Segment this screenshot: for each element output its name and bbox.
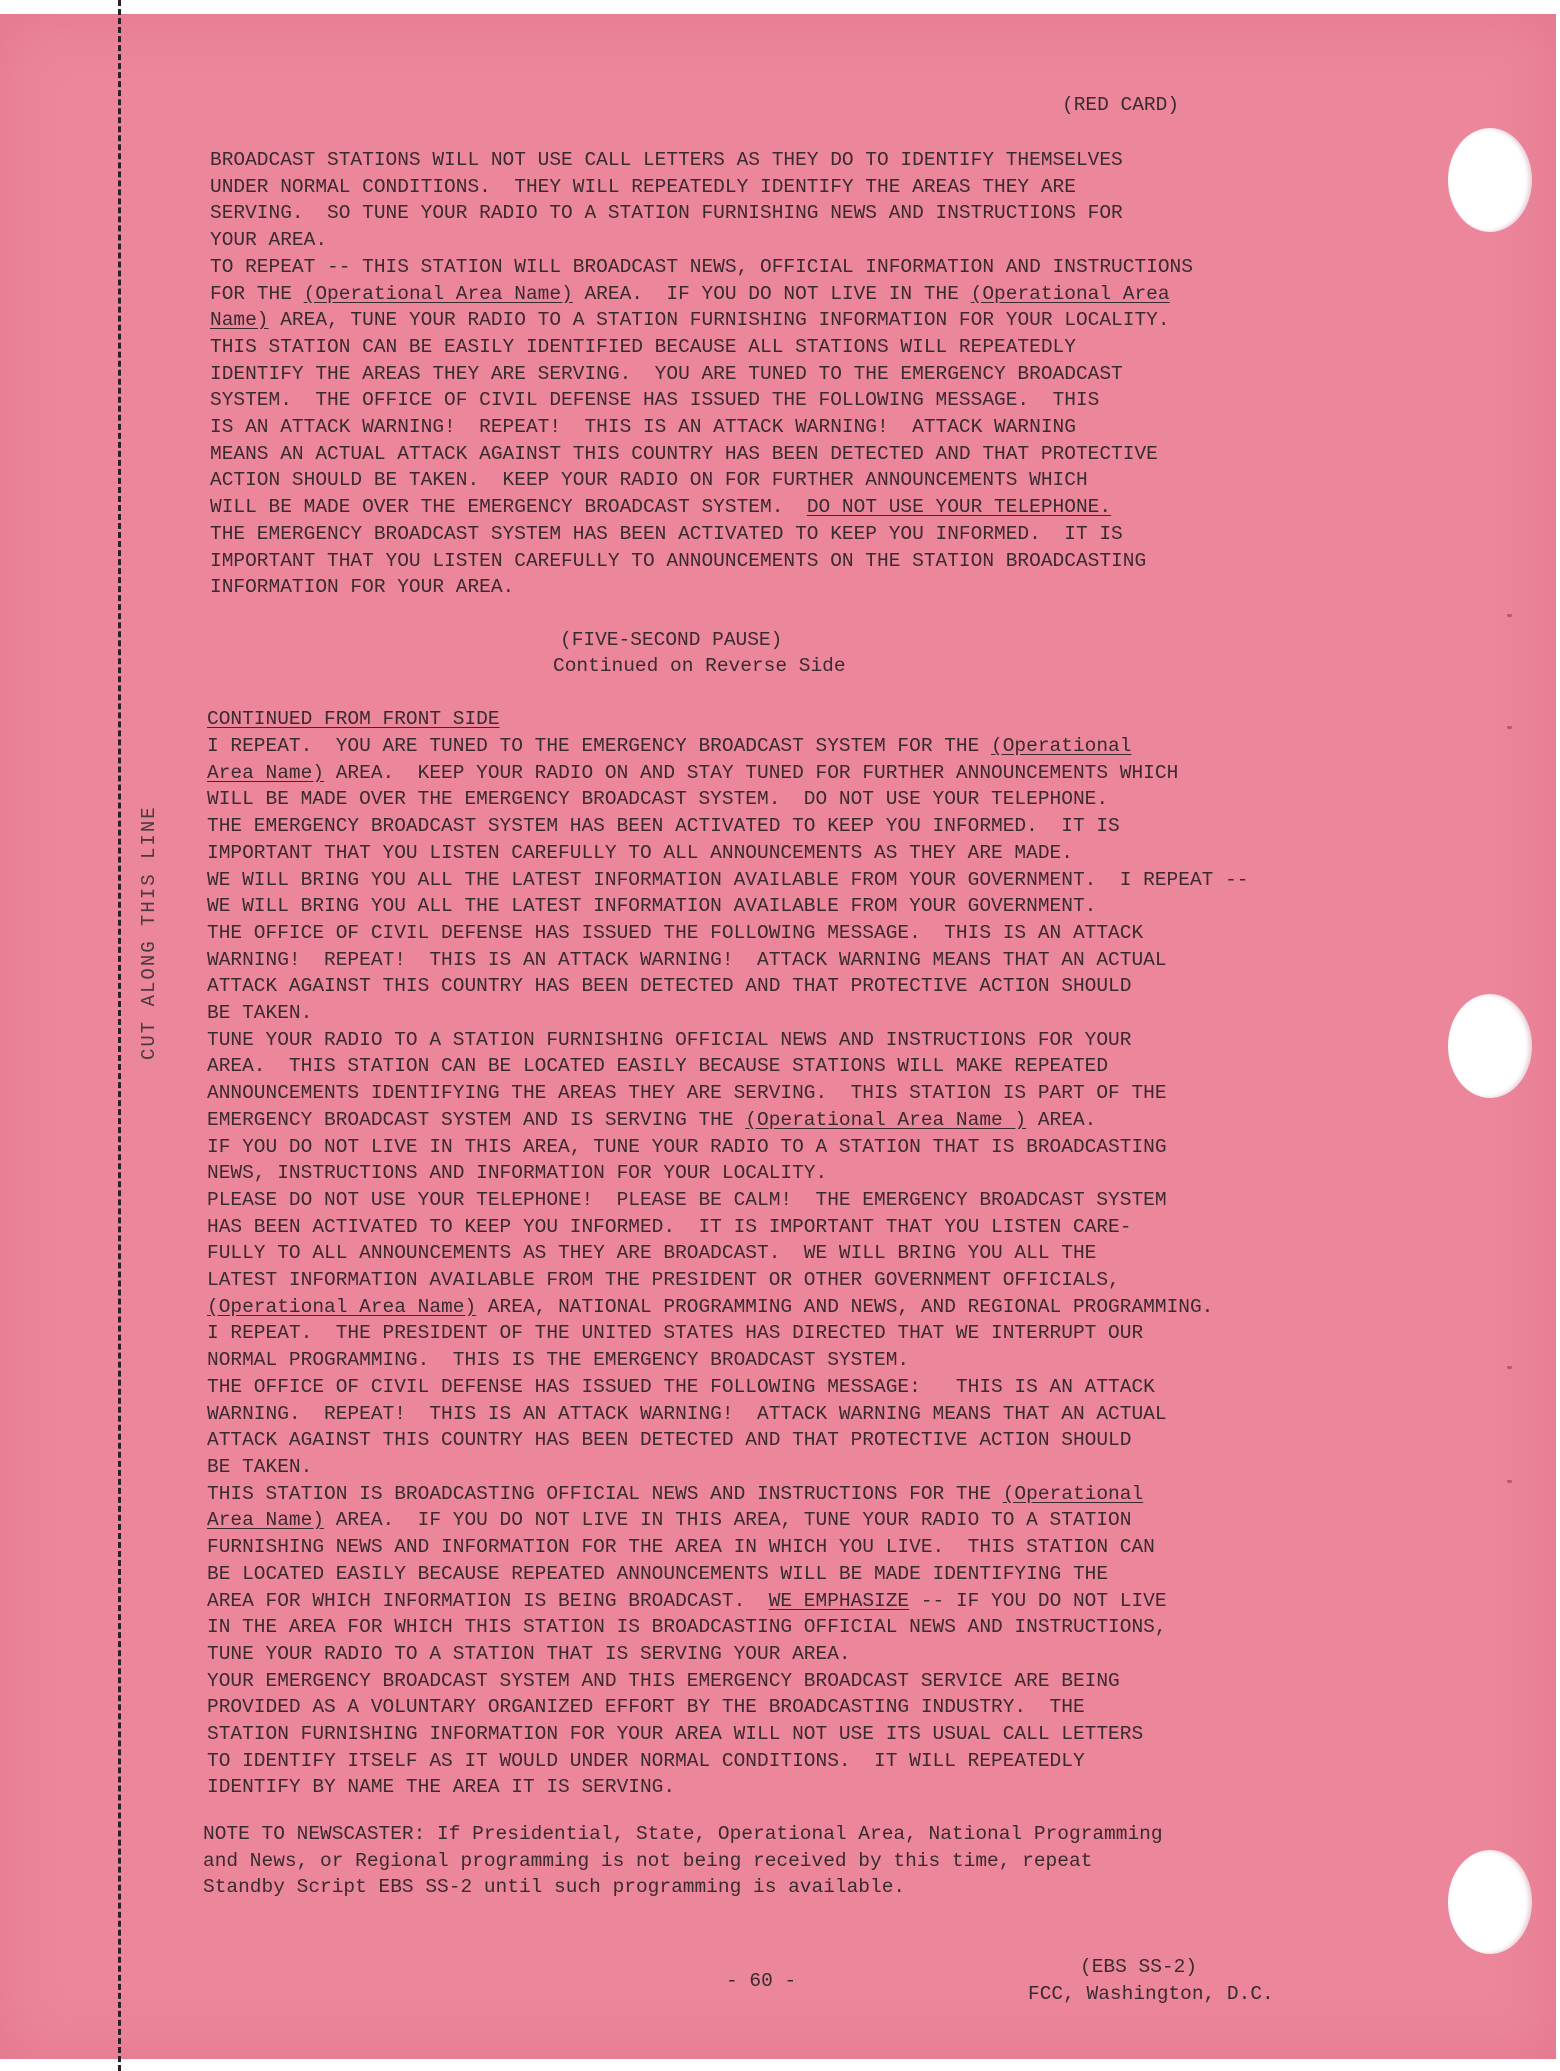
- text-run: IN THE AREA FOR WHICH THIS STATION IS BROADCASTING OFFICIAL NEWS AND INSTRUCTIONS,: [207, 1616, 1167, 1639]
- text-run: BE TAKEN.: [207, 1002, 313, 1025]
- text-line: [207, 1534, 1248, 1561]
- text-run: -- IF YOU DO NOT LIVE: [909, 1589, 1167, 1612]
- text-run: PLEASE DO NOT USE YOUR TELEPHONE! PLEASE BE CALM! THE EMERGENCY BROADCAST SYSTEM: [207, 1188, 1167, 1211]
- text-run: IDENTIFY THE AREAS THEY ARE SERVING. YOU ARE TUNED TO THE EMERGENCY BROADCAST: [210, 362, 1123, 385]
- text-run: FULLY TO ALL ANNOUNCEMENTS AS THEY ARE BROADCAST. WE WILL BRING YOU ALL THE: [207, 1242, 1097, 1265]
- text-line: [207, 1374, 1248, 1401]
- paper-speck: [1507, 726, 1512, 729]
- text-run: SYSTEM. THE OFFICE OF CIVIL DEFENSE HAS ISSUED THE FOLLOWING MESSAGE. THIS: [210, 389, 1100, 412]
- page-number: - 60 -: [726, 1970, 797, 1992]
- underlined-run: Area Name): [207, 761, 325, 784]
- underlined-run: (Operational: [991, 735, 1132, 757]
- text-run: AREA, TUNE YOUR RADIO TO A STATION FURNISHING INFORMATION FOR YOUR LOCALITY.: [268, 309, 1170, 332]
- note-line: Standby Script EBS SS-2 until such programming is available.: [203, 1876, 906, 1899]
- text-line: [207, 786, 1248, 813]
- text-line: [210, 200, 1193, 227]
- text-run: BE TAKEN.: [207, 1455, 313, 1478]
- text-run: I REPEAT. THE PRESIDENT OF THE UNITED STATES HAS DIRECTED THAT WE INTERRUPT OUR: [207, 1322, 1144, 1345]
- text-line: [207, 1160, 1248, 1187]
- newscaster-note: [203, 1821, 1163, 1901]
- text-line: [207, 840, 1248, 867]
- text-line: [210, 521, 1193, 548]
- text-run: IMPORTANT THAT YOU LISTEN CAREFULLY TO ANNOUNCEMENTS ON THE STATION BROADCASTING: [210, 549, 1147, 572]
- text-run: WARNING! REPEAT! THIS IS AN ATTACK WARNING! ATTACK WARNING MEANS THAT AN ACTUAL: [207, 948, 1167, 971]
- text-line: [207, 1027, 1248, 1054]
- text-line: [210, 254, 1193, 281]
- text-run: THIS STATION IS BROADCASTING OFFICIAL NEWS AND INSTRUCTIONS FOR THE: [207, 1482, 1003, 1505]
- text-run: STATION FURNISHING INFORMATION FOR YOUR AREA WILL NOT USE ITS USUAL CALL LETTERS: [207, 1723, 1144, 1746]
- text-line: [207, 1240, 1248, 1267]
- text-line: [210, 548, 1193, 575]
- text-run: WILL BE MADE OVER THE EMERGENCY BROADCAST SYSTEM. DO NOT USE YOUR TELEPHONE.: [207, 788, 1109, 811]
- text-line: [207, 1401, 1248, 1428]
- text-line: [210, 441, 1193, 468]
- pause-note: (FIVE-SECOND PAUSE): [560, 629, 783, 651]
- underlined-run: (Operational Area Name): [207, 1295, 477, 1318]
- text-run: LATEST INFORMATION AVAILABLE FROM THE PRESIDENT OR OTHER GOVERNMENT OFFICIALS,: [207, 1269, 1120, 1292]
- text-line: [207, 1721, 1248, 1748]
- binder-hole-top: [1448, 128, 1532, 232]
- text-run: MEANS AN ACTUAL ATTACK AGAINST THIS COUNTRY HAS BEEN DETECTED AND THAT PROTECTIVE: [210, 442, 1158, 465]
- text-run: ATTACK AGAINST THIS COUNTRY HAS BEEN DETECTED AND THAT PROTECTIVE ACTION SHOULD: [207, 1429, 1132, 1452]
- text-line: [207, 1134, 1248, 1161]
- footer-code: (EBS SS-2): [1080, 1956, 1198, 1978]
- text-run: ACTION SHOULD BE TAKEN. KEEP YOUR RADIO ON FOR FURTHER ANNOUNCEMENTS WHICH: [210, 469, 1088, 492]
- text-run: WILL BE MADE OVER THE EMERGENCY BROADCAST SYSTEM.: [210, 496, 807, 519]
- text-run: THE EMERGENCY BROADCAST SYSTEM HAS BEEN ACTIVATED TO KEEP YOU INFORMED. IT IS: [210, 522, 1123, 545]
- text-line: [207, 1267, 1248, 1294]
- text-run: NEWS, INSTRUCTIONS AND INFORMATION FOR YOUR LOCALITY.: [207, 1162, 828, 1185]
- text-line: [210, 334, 1193, 361]
- text-run: I REPEAT. YOU ARE TUNED TO THE EMERGENCY BROADCAST SYSTEM FOR THE: [207, 735, 992, 757]
- text-run: BE LOCATED EASILY BECAUSE REPEATED ANNOUNCEMENTS WILL BE MADE IDENTIFYING THE: [207, 1562, 1109, 1585]
- text-line: [207, 1561, 1248, 1588]
- text-line: [207, 1000, 1248, 1027]
- text-line: [207, 1588, 1248, 1615]
- binder-hole-middle: [1448, 994, 1532, 1098]
- note-line: and News, or Regional programming is not being received by this time, repeat: [203, 1849, 1093, 1872]
- footer-agency: FCC, Washington, D.C.: [1028, 1983, 1274, 2005]
- text-line: [207, 1080, 1248, 1107]
- paper-speck: [1507, 1480, 1512, 1483]
- text-run: IS AN ATTACK WARNING! REPEAT! THIS IS AN ATTACK WARNING! ATTACK WARNING: [210, 416, 1076, 439]
- text-line: [210, 361, 1193, 388]
- back-heading: [207, 706, 500, 733]
- text-run: SERVING. SO TUNE YOUR RADIO TO A STATION FURNISHING NEWS AND INSTRUCTIONS FOR: [210, 202, 1123, 225]
- underlined-run: (Operational Area Name ): [745, 1108, 1027, 1131]
- text-line: [207, 1187, 1248, 1214]
- text-line: [210, 307, 1193, 334]
- text-line: [207, 973, 1248, 1000]
- text-line: [207, 1294, 1248, 1321]
- underlined-run: (Operational Area Name): [303, 282, 573, 305]
- text-line: [207, 1454, 1248, 1481]
- text-line: [207, 1427, 1248, 1454]
- text-line: [207, 1214, 1248, 1241]
- paper-speck: [1507, 1366, 1512, 1369]
- back-side-text: [207, 733, 1248, 1801]
- underlined-run: (Operational: [1002, 1482, 1144, 1505]
- text-line: [210, 281, 1193, 308]
- text-line: [207, 1774, 1248, 1801]
- text-run: WARNING. REPEAT! THIS IS AN ATTACK WARNING! ATTACK WARNING MEANS THAT AN ACTUAL: [207, 1402, 1167, 1425]
- text-run: NORMAL PROGRAMMING. THIS IS THE EMERGENCY BROADCAST SYSTEM.: [207, 1349, 910, 1372]
- text-line: [207, 760, 1248, 787]
- text-run: TUNE YOUR RADIO TO A STATION THAT IS SERVING YOUR AREA.: [207, 1642, 851, 1665]
- text-run: TO REPEAT -- THIS STATION WILL BROADCAST NEWS, OFFICIAL INFORMATION AND INSTRUCTIONS: [210, 255, 1193, 278]
- text-line: [207, 1641, 1248, 1668]
- text-run: EMERGENCY BROADCAST SYSTEM AND IS SERVING THE: [207, 1108, 746, 1131]
- text-run: AREA. IF YOU DO NOT LIVE IN THE: [572, 282, 971, 305]
- text-line: [210, 467, 1193, 494]
- text-line: [207, 947, 1248, 974]
- cut-dashed-line: [118, 0, 121, 2071]
- text-run: TUNE YOUR RADIO TO A STATION FURNISHING OFFICIAL NEWS AND INSTRUCTIONS FOR YOUR: [207, 1028, 1132, 1051]
- text-run: UNDER NORMAL CONDITIONS. THEY WILL REPEATEDLY IDENTIFY THE AREAS THEY ARE: [210, 175, 1076, 198]
- text-line: [207, 1053, 1248, 1080]
- text-run: AREA.: [1026, 1108, 1097, 1131]
- text-line: [210, 227, 1193, 254]
- text-run: TO IDENTIFY ITSELF AS IT WOULD UNDER NORMAL CONDITIONS. IT WILL REPEATEDLY: [207, 1749, 1085, 1772]
- card-label: (RED CARD): [1062, 94, 1180, 116]
- text-run: THE OFFICE OF CIVIL DEFENSE HAS ISSUED THE FOLLOWING MESSAGE. THIS IS AN ATTACK: [207, 921, 1144, 944]
- text-line: [207, 1694, 1248, 1721]
- text-line: [207, 733, 1248, 760]
- text-run: YOUR EMERGENCY BROADCAST SYSTEM AND THIS EMERGENCY BROADCAST SERVICE ARE BEING: [207, 1669, 1120, 1692]
- underlined-run: WE EMPHASIZE: [768, 1589, 910, 1612]
- text-run: AREA. KEEP YOUR RADIO ON AND STAY TUNED FOR FURTHER ANNOUNCEMENTS WHICH: [324, 761, 1179, 784]
- text-line: [210, 147, 1193, 174]
- text-run: IF YOU DO NOT LIVE IN THIS AREA, TUNE YOUR RADIO TO A STATION THAT IS BROADCASTING: [207, 1135, 1167, 1158]
- underlined-run: Name): [210, 309, 269, 332]
- text-run: IMPORTANT THAT YOU LISTEN CAREFULLY TO ALL ANNOUNCEMENTS AS THEY ARE MADE.: [207, 841, 1073, 864]
- text-run: YOUR AREA.: [210, 229, 328, 252]
- text-run: THIS STATION CAN BE EASILY IDENTIFIED BECAUSE ALL STATIONS WILL REPEATEDLY: [210, 335, 1076, 358]
- text-run: WE WILL BRING YOU ALL THE LATEST INFORMATION AVAILABLE FROM YOUR GOVERNMENT.: [207, 895, 1097, 918]
- text-line: [210, 574, 1193, 601]
- text-run: THE OFFICE OF CIVIL DEFENSE HAS ISSUED THE FOLLOWING MESSAGE: THIS IS AN ATTACK: [207, 1375, 1155, 1398]
- binder-hole-bottom: [1448, 1850, 1532, 1954]
- text-run: AREA. IF YOU DO NOT LIVE IN THIS AREA, TUNE YOUR RADIO TO A STATION: [324, 1509, 1132, 1532]
- front-side-text: [210, 147, 1193, 601]
- text-line: [207, 1107, 1248, 1134]
- note-line: NOTE TO NEWSCASTER: If Presidential, State, Operational Area, National Programming: [203, 1823, 1163, 1845]
- text-run: FOR THE: [210, 282, 304, 305]
- back-heading-text: CONTINUED FROM FRONT SIDE: [207, 708, 500, 730]
- text-run: AREA. THIS STATION CAN BE LOCATED EASILY BECAUSE STATIONS WILL MAKE REPEATED: [207, 1055, 1109, 1078]
- text-run: IDENTIFY BY NAME THE AREA IT IS SERVING.: [207, 1776, 676, 1799]
- text-run: THE EMERGENCY BROADCAST SYSTEM HAS BEEN ACTIVATED TO KEEP YOU INFORMED. IT IS: [207, 815, 1120, 838]
- text-line: [210, 414, 1193, 441]
- text-run: HAS BEEN ACTIVATED TO KEEP YOU INFORMED. IT IS IMPORTANT THAT YOU LISTEN CARE-: [207, 1215, 1132, 1238]
- text-line: [207, 1614, 1248, 1641]
- paper-speck: [1507, 614, 1512, 617]
- text-line: [207, 1481, 1248, 1508]
- text-line: [207, 1320, 1248, 1347]
- text-line: [207, 867, 1248, 894]
- text-run: BROADCAST STATIONS WILL NOT USE CALL LETTERS AS THEY DO TO IDENTIFY THEMSELVES: [210, 149, 1123, 171]
- continued-note: Continued on Reverse Side: [553, 655, 846, 677]
- underlined-run: (Operational Area: [970, 282, 1170, 305]
- text-run: AREA FOR WHICH INFORMATION IS BEING BROADCAST.: [207, 1589, 769, 1612]
- text-run: AREA, NATIONAL PROGRAMMING AND NEWS, AND REGIONAL PROGRAMMING.: [476, 1295, 1214, 1318]
- text-line: [207, 1347, 1248, 1374]
- text-run: INFORMATION FOR YOUR AREA.: [210, 576, 515, 599]
- text-line: [207, 893, 1248, 920]
- text-line: [207, 813, 1248, 840]
- text-line: [207, 920, 1248, 947]
- underlined-run: DO NOT USE YOUR TELEPHONE.: [806, 496, 1112, 519]
- text-run: PROVIDED AS A VOLUNTARY ORGANIZED EFFORT BY THE BROADCASTING INDUSTRY. THE: [207, 1696, 1085, 1719]
- text-run: ATTACK AGAINST THIS COUNTRY HAS BEEN DETECTED AND THAT PROTECTIVE ACTION SHOULD: [207, 975, 1132, 998]
- text-line: [207, 1748, 1248, 1775]
- text-line: [210, 174, 1193, 201]
- text-run: ANNOUNCEMENTS IDENTIFYING THE AREAS THEY ARE SERVING. THIS STATION IS PART OF THE: [207, 1082, 1167, 1105]
- text-run: FURNISHING NEWS AND INFORMATION FOR THE AREA IN WHICH YOU LIVE. THIS STATION CAN: [207, 1536, 1155, 1559]
- text-line: [207, 1507, 1248, 1534]
- cut-instruction-text: CUT ALONG THIS LINE: [138, 805, 160, 1060]
- underlined-run: Area Name): [207, 1509, 325, 1532]
- text-line: [207, 1668, 1248, 1695]
- text-line: [210, 387, 1193, 414]
- text-line: [210, 494, 1193, 521]
- text-run: WE WILL BRING YOU ALL THE LATEST INFORMATION AVAILABLE FROM YOUR GOVERNMENT. I REPEAT --: [207, 868, 1249, 891]
